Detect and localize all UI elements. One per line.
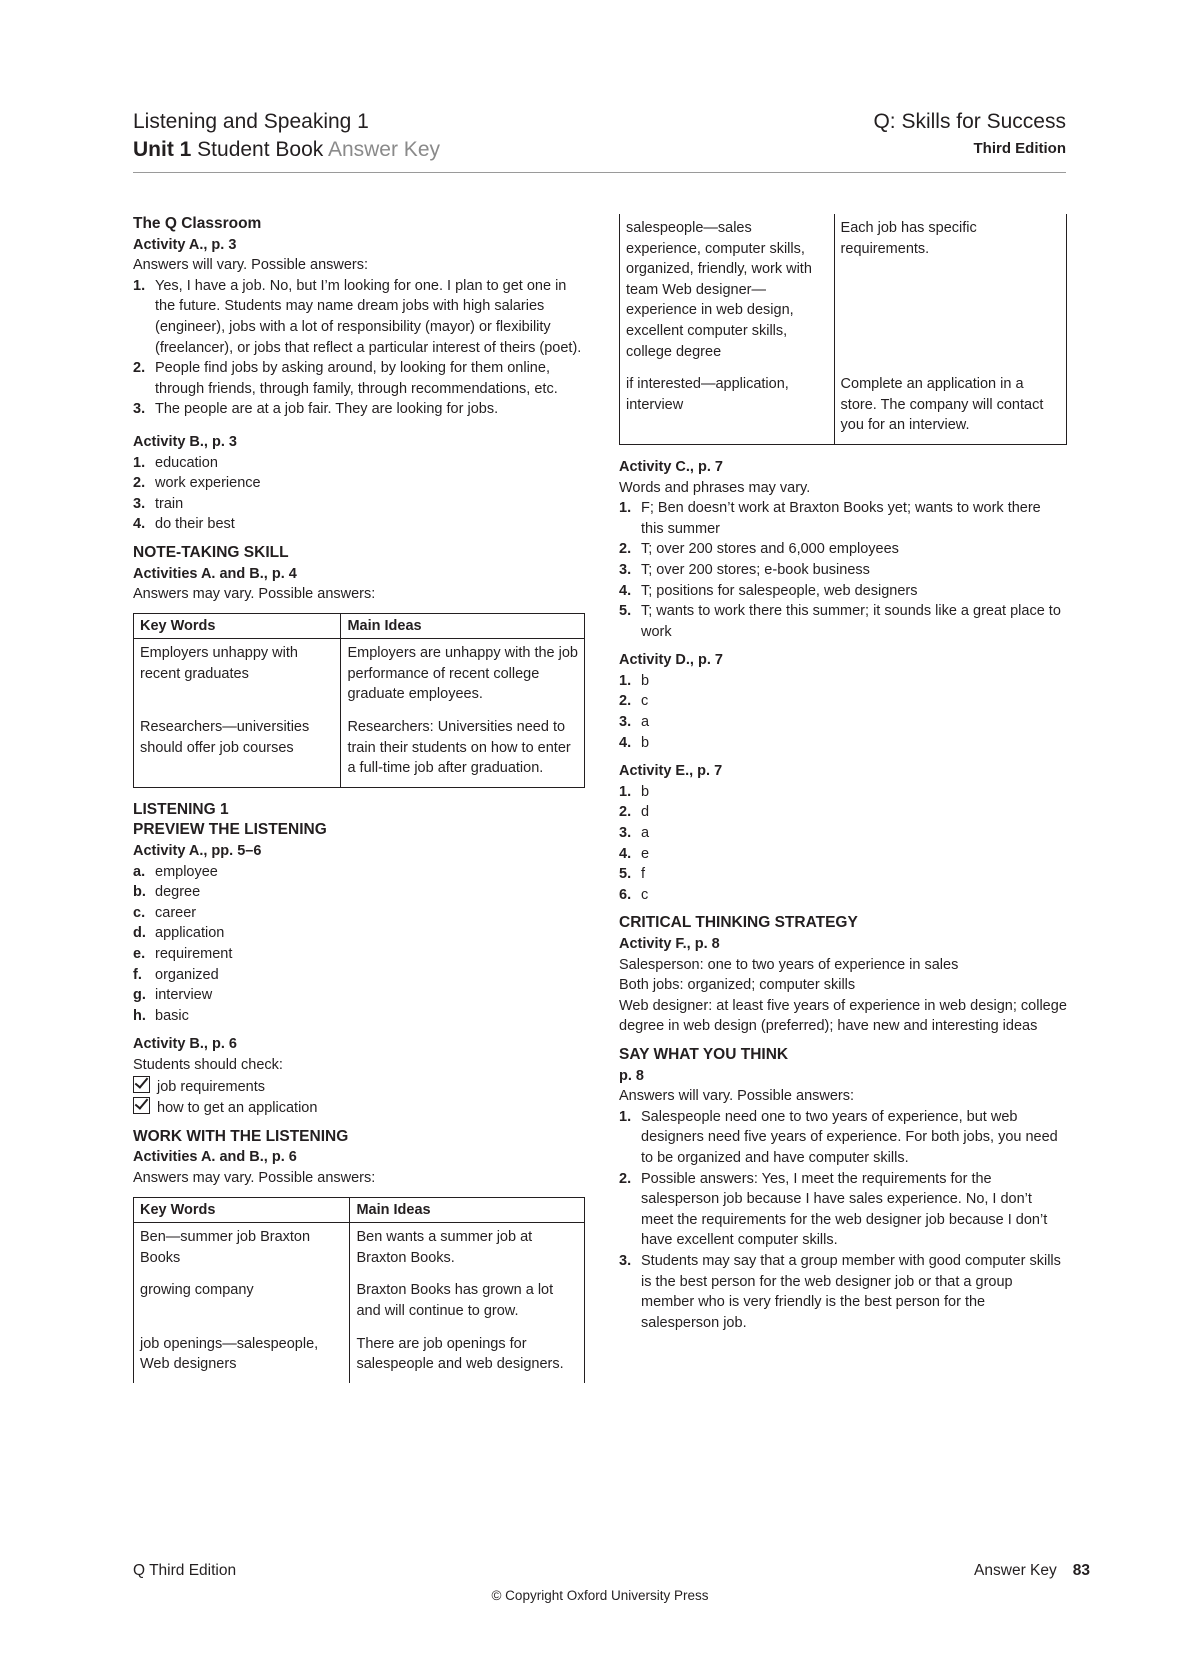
item-text: career xyxy=(155,904,197,921)
table-cell: Complete an application in a store. The company will contact you for an interview. xyxy=(834,370,1066,444)
checkbox-checked-icon xyxy=(133,1097,150,1114)
right-column xyxy=(619,214,1067,1333)
unit-subtitle: Student Book xyxy=(191,138,328,161)
activity-title: Activity D., p. 7 xyxy=(619,652,723,669)
answer-list xyxy=(619,782,1067,906)
table-row xyxy=(620,214,1067,370)
column-header: Main Ideas xyxy=(341,613,585,639)
item-text: T; over 200 stores and 6,000 employees xyxy=(641,541,899,558)
key-words-table xyxy=(133,1197,585,1383)
table-header-row xyxy=(134,1197,585,1223)
unit-number: Unit 1 xyxy=(133,138,192,161)
item-text: d xyxy=(641,804,650,821)
answer-list xyxy=(619,671,1067,753)
item-text: b xyxy=(641,783,650,800)
list-item xyxy=(133,358,585,399)
table-cell: growing company xyxy=(134,1276,350,1329)
item-number: 3. xyxy=(619,714,632,731)
item-letter: g. xyxy=(133,987,146,1004)
list-item xyxy=(619,691,1067,712)
column-header: Key Words xyxy=(134,613,341,639)
answer-list xyxy=(619,1107,1067,1334)
table-cell: Ben wants a summer job at Braxton Books. xyxy=(350,1223,585,1277)
answer-line: Both jobs: organized; computer skills xyxy=(619,977,856,994)
item-text: Students may say that a group member with good computer skills is the best person for the web designer job or that a group member who is very friendly is the best person for the salesperson job. xyxy=(641,1252,1061,1331)
activity-title: Activity C., p. 7 xyxy=(619,458,723,475)
instruction-text: Answers may vary. Possible answers: xyxy=(133,1169,376,1186)
footer-right xyxy=(974,1562,1090,1580)
list-item xyxy=(619,782,1067,803)
item-number: 3. xyxy=(133,495,146,512)
item-number: 1. xyxy=(133,277,146,294)
item-number: 4. xyxy=(619,734,632,751)
header-divider xyxy=(133,172,1066,173)
item-text: f xyxy=(641,866,646,883)
section-title: The Q Classroom xyxy=(133,215,262,232)
table-cell: job openings—salespeople, Web designers xyxy=(134,1330,350,1383)
item-number: 3. xyxy=(619,825,632,842)
list-item xyxy=(619,712,1067,733)
table-cell: Braxton Books has grown a lot and will continue to grow. xyxy=(350,1276,585,1329)
item-letter: a. xyxy=(133,863,146,880)
list-item xyxy=(619,671,1067,692)
answer-list xyxy=(133,862,585,1027)
table-row xyxy=(134,1223,585,1277)
list-item xyxy=(133,944,585,965)
list-item xyxy=(133,965,585,986)
item-number: 2. xyxy=(619,541,632,558)
list-item xyxy=(619,498,1067,539)
header-right xyxy=(873,108,1066,162)
item-number: 3. xyxy=(619,1252,632,1269)
item-number: 1. xyxy=(619,783,632,800)
item-text: basic xyxy=(155,1007,189,1024)
checklist-item xyxy=(133,1076,585,1098)
answer-list xyxy=(619,498,1067,642)
item-text: e xyxy=(641,845,650,862)
item-text: Salespeople need one to two years of experience, but web designers need five years of experience. For both jobs, you need to be organized and have computer skills. xyxy=(641,1108,1058,1166)
edition-label: Third Edition xyxy=(973,140,1066,157)
list-item xyxy=(619,560,1067,581)
activity-title: p. 8 xyxy=(619,1067,644,1084)
item-text: c xyxy=(641,693,649,710)
column-header: Main Ideas xyxy=(350,1197,585,1223)
item-text: education xyxy=(155,454,218,471)
list-item xyxy=(133,473,585,494)
activity-title: Activity B., p. 3 xyxy=(133,433,237,450)
list-item xyxy=(133,453,585,474)
checklist-label: job requirements xyxy=(157,1078,265,1095)
item-number: 3. xyxy=(133,401,146,418)
list-item xyxy=(619,864,1067,885)
table-cell: Each job has specific requirements. xyxy=(834,214,1066,370)
checklist-item xyxy=(133,1097,585,1119)
table-cell: Employers unhappy with recent graduates xyxy=(134,639,341,713)
book-title: Listening and Speaking 1 xyxy=(133,110,369,133)
item-letter: h. xyxy=(133,1007,146,1024)
instruction-text: Answers will vary. Possible answers: xyxy=(619,1088,855,1105)
list-item xyxy=(619,1169,1067,1251)
list-item xyxy=(619,823,1067,844)
item-number: 1. xyxy=(619,672,632,689)
item-letter: c. xyxy=(133,904,146,921)
section-title: LISTENING 1 xyxy=(133,800,229,818)
page-number: 83 xyxy=(1072,1562,1090,1579)
item-text: The people are at a job fair. They are looking for jobs. xyxy=(155,401,499,418)
list-item xyxy=(619,1107,1067,1169)
item-number: 1. xyxy=(619,1108,632,1125)
item-number: 4. xyxy=(619,845,632,862)
item-text: b xyxy=(641,672,650,689)
list-item xyxy=(619,733,1067,754)
table-cell: Employers are unhappy with the job performance of recent college graduate employees. xyxy=(341,639,585,713)
item-number: 3. xyxy=(619,561,632,578)
list-item xyxy=(133,923,585,944)
list-item xyxy=(619,844,1067,865)
item-text: c xyxy=(641,886,649,903)
item-number: 5. xyxy=(619,866,632,883)
list-item xyxy=(133,514,585,535)
item-text: employee xyxy=(155,863,218,880)
activity-title: Activity E., p. 7 xyxy=(619,763,723,780)
section-title: NOTE-TAKING SKILL xyxy=(133,543,289,561)
key-words-table-continued xyxy=(619,214,1067,445)
instruction-text: Answers may vary. Possible answers: xyxy=(133,586,376,603)
item-letter: d. xyxy=(133,925,146,942)
activity-title: Activities A. and B., p. 6 xyxy=(133,1149,297,1166)
table-row xyxy=(134,1330,585,1383)
item-text: F; Ben doesn’t work at Braxton Books yet; wants to work there this summer xyxy=(641,500,1041,537)
table-header-row xyxy=(134,613,585,639)
item-text: application xyxy=(155,925,225,942)
section-title: WORK WITH THE LISTENING xyxy=(133,1127,349,1145)
instruction-text: Answers will vary. Possible answers: xyxy=(133,257,369,274)
table-row xyxy=(134,639,585,713)
list-item xyxy=(133,1006,585,1027)
item-number: 2. xyxy=(133,360,146,377)
answer-line: Web designer: at least five years of experience in web design; college degree in web design (preferred); have new and interesting ideas xyxy=(619,997,1067,1035)
activity-title: Activity A., pp. 5–6 xyxy=(133,843,262,860)
list-item xyxy=(619,539,1067,560)
table-cell: Researchers: Universities need to train their students on how to enter a full-time job after graduation. xyxy=(341,713,585,787)
section-title: CRITICAL THINKING STRATEGY xyxy=(619,914,858,932)
footer-label: Answer Key xyxy=(974,1562,1057,1579)
answer-list xyxy=(133,276,585,420)
list-item xyxy=(133,276,585,358)
checkbox-checked-icon xyxy=(133,1076,150,1093)
item-text: a xyxy=(641,825,650,842)
item-number: 2. xyxy=(619,693,632,710)
item-text: degree xyxy=(155,884,201,901)
item-number: 6. xyxy=(619,886,632,903)
activity-title: Activity A., p. 3 xyxy=(133,236,237,253)
item-text: Possible answers: Yes, I meet the requirements for the salesperson job because I have sales experience. No, I don’t meet the requirements for the web designer job because I don’t have excellent computer skills. xyxy=(641,1170,1048,1249)
list-item xyxy=(619,885,1067,906)
list-item xyxy=(133,903,585,924)
instruction-text: Words and phrases may vary. xyxy=(619,479,811,496)
list-item xyxy=(133,882,585,903)
table-cell: salespeople—sales experience, computer skills, organized, friendly, work with team Web designer—experience in web design, excellent computer skills, college degree xyxy=(620,214,835,370)
section-subtitle: PREVIEW THE LISTENING xyxy=(133,821,327,839)
item-number: 2. xyxy=(619,804,632,821)
item-text: T; wants to work there this summer; it sounds like a great place to work xyxy=(641,603,1061,640)
table-cell: if interested—application, interview xyxy=(620,370,835,444)
item-number: 4. xyxy=(619,582,632,599)
table-cell: Ben—summer job Braxton Books xyxy=(134,1223,350,1277)
item-text: T; over 200 stores; e-book business xyxy=(641,561,870,578)
list-item xyxy=(133,985,585,1006)
series-title: Q: Skills for Success xyxy=(873,110,1066,133)
activity-title: Activity F., p. 8 xyxy=(619,936,720,952)
item-letter: f. xyxy=(133,966,142,983)
key-words-table xyxy=(133,613,585,788)
item-text: a xyxy=(641,714,650,731)
item-number: 1. xyxy=(619,500,632,517)
item-number: 1. xyxy=(133,454,146,471)
answer-line: Salesperson: one to two years of experience in sales xyxy=(619,956,959,973)
item-number: 2. xyxy=(619,1170,632,1187)
table-cell: Researchers—universities should offer job courses xyxy=(134,713,341,787)
item-text: b xyxy=(641,734,650,751)
table-row xyxy=(134,713,585,787)
table-row xyxy=(134,1276,585,1329)
item-text: interview xyxy=(155,987,213,1004)
item-text: requirement xyxy=(155,946,233,962)
list-item xyxy=(619,581,1067,602)
item-number: 4. xyxy=(133,516,146,533)
item-text: People find jobs by asking around, by looking for them online, through friends, through family, through recommendations, etc. xyxy=(155,360,558,397)
item-number: 2. xyxy=(133,475,146,492)
list-item xyxy=(133,862,585,883)
list-item xyxy=(133,494,585,515)
item-text: Yes, I have a job. No, but I’m looking for one. I plan to get one in the future. Students may name dream jobs with high salaries (engineer), jobs with a lot of responsibility (mayor) or flexibility (freelancer), or jobs that reflect a particular interest of theirs (poet). xyxy=(155,277,582,356)
instruction-text: Students should check: xyxy=(133,1056,283,1073)
item-text: work experience xyxy=(155,475,261,492)
copyright-notice: © Copyright Oxford University Press xyxy=(491,1588,709,1603)
answer-list xyxy=(133,453,585,535)
item-letter: b. xyxy=(133,884,146,901)
left-column xyxy=(133,214,585,1383)
list-item xyxy=(619,601,1067,642)
answer-key-label: Answer Key xyxy=(327,138,440,161)
activity-title: Activities A. and B., p. 4 xyxy=(133,565,297,582)
section-title: SAY WHAT YOU THINK xyxy=(619,1045,789,1063)
unit-title xyxy=(133,136,440,164)
item-number: 5. xyxy=(619,603,632,620)
checklist-label: how to get an application xyxy=(157,1100,318,1117)
list-item xyxy=(619,1251,1067,1333)
table-row xyxy=(620,370,1067,444)
table-cell: There are job openings for salespeople and web designers. xyxy=(350,1330,585,1383)
activity-title: Activity B., p. 6 xyxy=(133,1036,237,1053)
list-item xyxy=(133,399,585,420)
header-left xyxy=(133,108,440,164)
item-letter: e. xyxy=(133,946,146,962)
item-text: T; positions for salespeople, web designers xyxy=(641,582,918,599)
column-header: Key Words xyxy=(134,1197,350,1223)
item-text: do their best xyxy=(155,516,235,533)
list-item xyxy=(619,802,1067,823)
item-text: organized xyxy=(155,966,219,983)
item-text: train xyxy=(155,495,184,512)
footer-edition: Q Third Edition xyxy=(133,1562,237,1579)
